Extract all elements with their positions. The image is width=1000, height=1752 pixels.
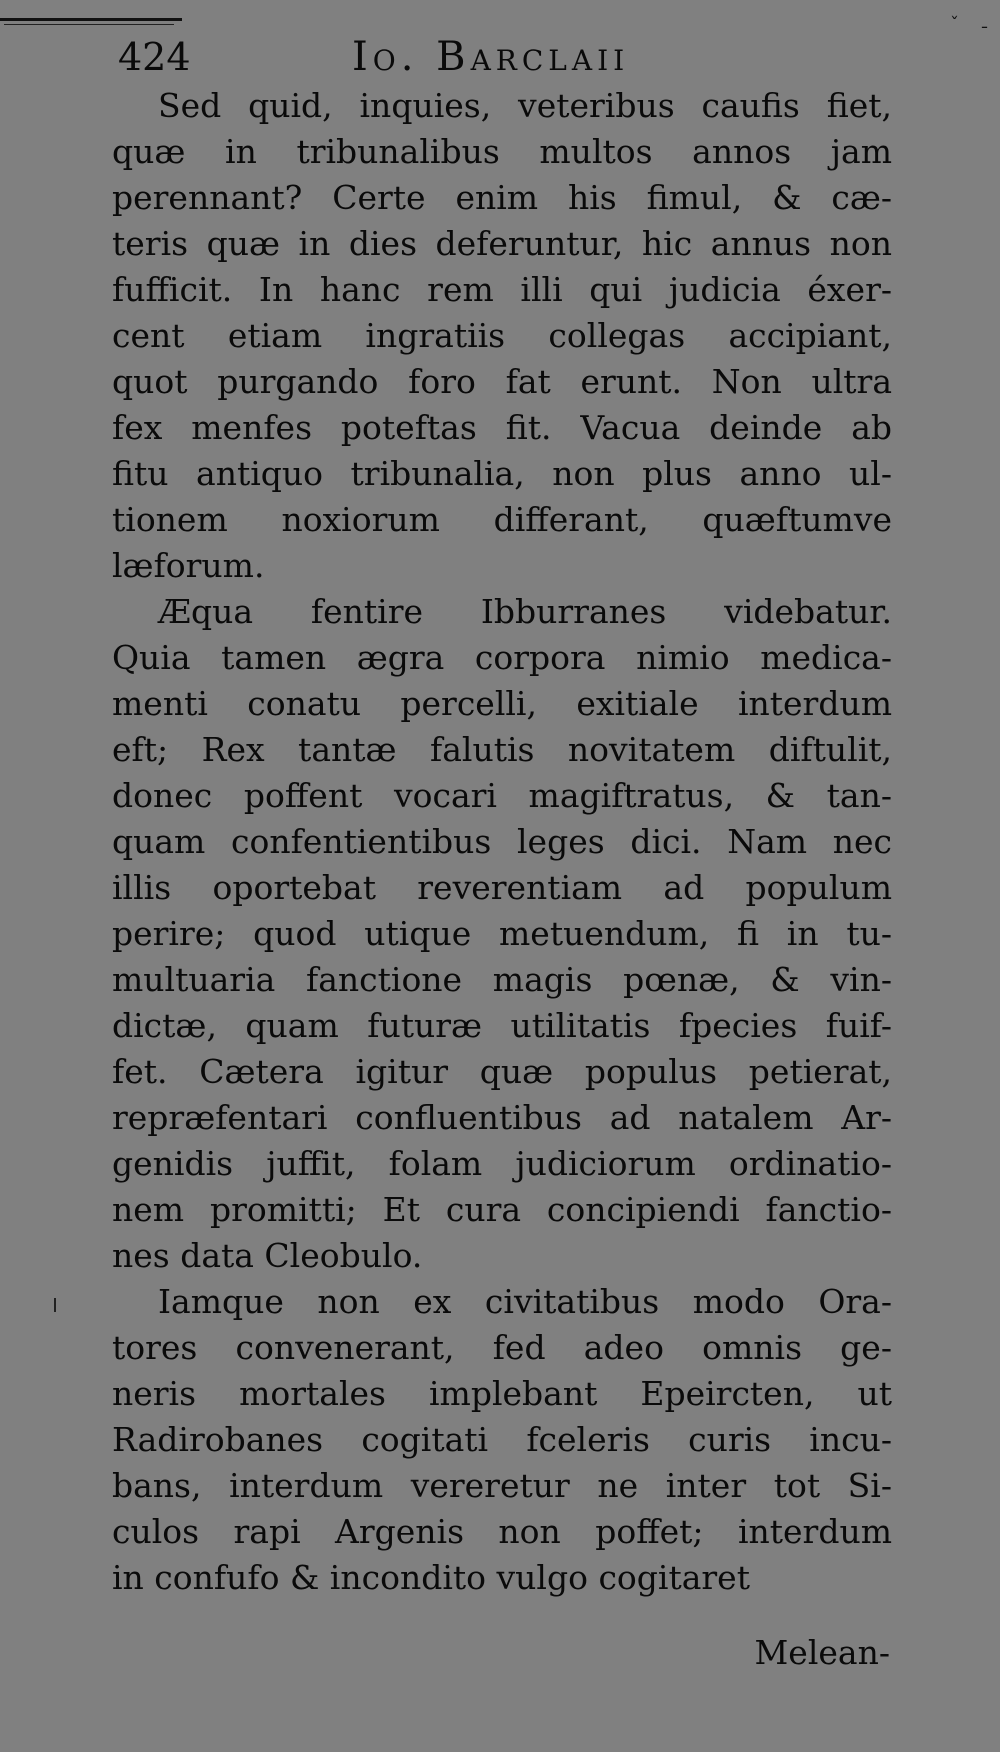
text-line: multuaria fanctione magis pœnæ, & vin-	[112, 960, 892, 999]
margin-speck	[54, 1298, 56, 1312]
corner-speck: ˉ	[980, 24, 989, 45]
text-line: donec poffent vocari magiftratus, & tan-	[112, 776, 892, 815]
text-line: fex menfes poteftas fit. Vacua deinde ab	[112, 408, 892, 447]
text-line: dictæ, quam futuræ utilitatis fpecies fuif-	[112, 1006, 892, 1045]
text-line: repræfentari confluentibus ad natalem Ar-	[112, 1098, 892, 1137]
text-line: Æqua fentire Ibburranes videbatur.	[158, 592, 892, 631]
text-line: perire; quod utique metuendum, fi in tu-	[112, 914, 892, 953]
text-line: teris quæ in dies deferuntur, hic annus non	[112, 224, 892, 263]
text-line: in confufo & incondito vulgo cogitaret	[112, 1558, 750, 1597]
text-line: illis oportebat reverentiam ad populum	[112, 868, 892, 907]
running-head: Io. Barclaii	[352, 34, 630, 80]
text-line: tores convenerant, fed adeo omnis ge-	[112, 1328, 892, 1367]
top-rule-thin	[4, 24, 174, 25]
text-line: Sed quid, inquies, veteribus caufis fiet,	[158, 86, 892, 125]
corner-speck: ˇ	[950, 14, 959, 35]
text-line: nem promitti; Et cura concipiendi fanctio-	[112, 1190, 892, 1229]
text-line: fet. Cætera igitur quæ populus petierat,	[112, 1052, 892, 1091]
text-line: Iamque non ex civitatibus modo Ora-	[158, 1282, 892, 1321]
text-line: quot purgando foro fat erunt. Non ultra	[112, 362, 892, 401]
text-line: læforum.	[112, 546, 265, 585]
paragraph	[112, 1279, 892, 1601]
text-line: eft; Rex tantæ falutis novitatem diftulit,	[112, 730, 892, 769]
text-line: tionem noxiorum differant, quæftumve	[112, 500, 892, 539]
text-line: genidis juffit, folam judiciorum ordinatio-	[112, 1144, 892, 1183]
text-line: bans, interdum vereretur ne inter tot Si-	[112, 1466, 892, 1505]
text-line: fufficit. In hanc rem illi qui judicia éxer-	[112, 270, 892, 309]
text-line: nes data Cleobulo.	[112, 1236, 423, 1275]
page-header	[118, 30, 898, 84]
text-line: menti conatu percelli, exitiale interdum	[112, 684, 892, 723]
text-line: culos rapi Argenis non poffet; interdum	[112, 1512, 892, 1551]
text-line: quam confentientibus leges dici. Nam nec	[112, 822, 892, 861]
page-number: 424	[118, 35, 191, 79]
text-line: perennant? Certe enim his fimul, & cæ-	[112, 178, 892, 217]
text-line: Quia tamen ægra corpora nimio medica-	[112, 638, 892, 677]
text-line: quæ in tribunalibus multos annos jam	[112, 132, 892, 171]
text-line: fitu antiquo tribunalia, non plus anno ul-	[112, 454, 892, 493]
catchword: Melean-	[754, 1633, 890, 1672]
body-text	[112, 83, 892, 1601]
top-rule	[0, 18, 182, 21]
paragraph	[112, 589, 892, 1279]
text-line: cent etiam ingratiis collegas accipiant,	[112, 316, 892, 355]
text-line: Radirobanes cogitati fceleris curis incu-	[112, 1420, 892, 1459]
text-line: neris mortales implebant Epeircten, ut	[112, 1374, 892, 1413]
paragraph	[112, 83, 892, 589]
